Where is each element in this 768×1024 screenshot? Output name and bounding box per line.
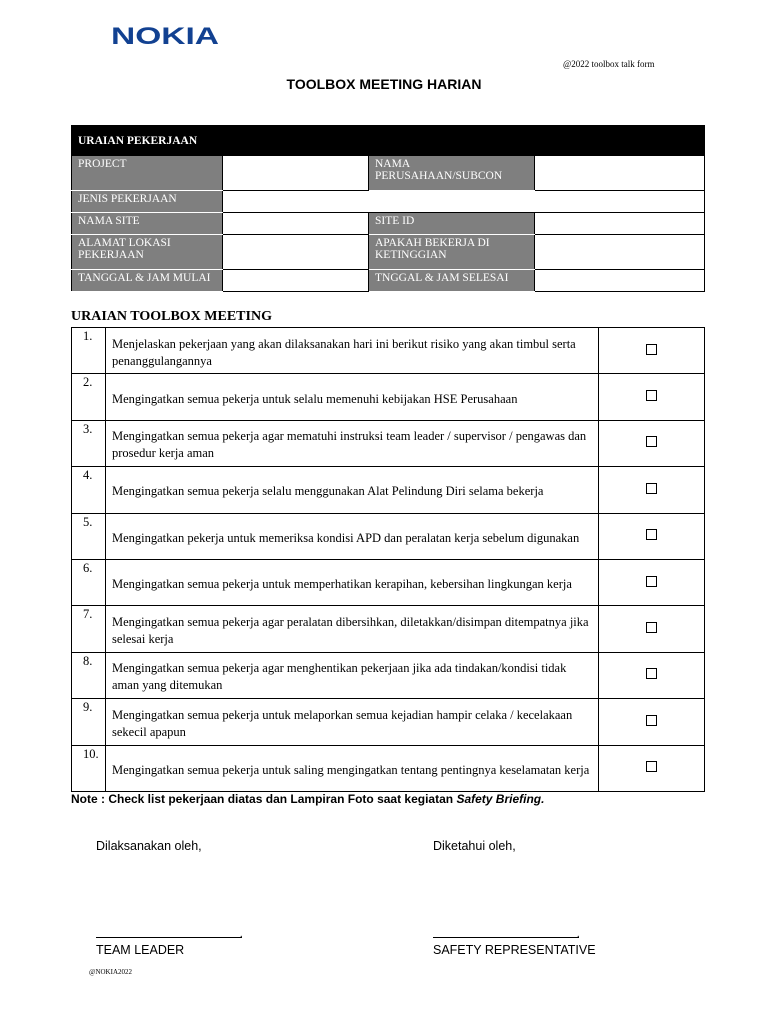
checklist-row bbox=[72, 559, 705, 605]
checklist-table bbox=[71, 327, 705, 792]
work-info-table bbox=[71, 125, 705, 292]
item-number: 10. bbox=[72, 745, 106, 791]
checkbox[interactable] bbox=[646, 344, 657, 355]
signature-dot: . bbox=[240, 929, 243, 940]
location-label: ALAMAT LOKASI PEKERJAAN bbox=[72, 235, 223, 270]
end-time-label: TNGGAL & JAM SELESAI bbox=[369, 270, 535, 292]
start-time-field[interactable] bbox=[223, 270, 369, 292]
checkbox[interactable] bbox=[646, 668, 657, 679]
checklist-row bbox=[72, 467, 705, 513]
checklist-row bbox=[72, 513, 705, 559]
site-id-label: SITE ID bbox=[369, 213, 535, 235]
start-time-label: TANGGAL & JAM MULAI bbox=[72, 270, 223, 292]
note bbox=[71, 792, 544, 806]
checklist-row bbox=[72, 699, 705, 745]
checklist-row bbox=[72, 606, 705, 652]
end-time-field[interactable] bbox=[535, 270, 705, 292]
item-text: Menjelaskan pekerjaan yang akan dilaksanakan hari ini berikut risiko yang akan timbul serta penanggulangannya bbox=[106, 328, 599, 374]
checkbox[interactable] bbox=[646, 436, 657, 447]
checklist-row bbox=[72, 652, 705, 698]
item-text: Mengingatkan semua pekerja untuk selalu memenuhi kebijakan HSE Perusahaan bbox=[106, 374, 599, 420]
item-number: 2. bbox=[72, 374, 106, 420]
at-height-field[interactable] bbox=[535, 235, 705, 270]
acknowledged-by-label: Diketahui oleh, bbox=[433, 839, 516, 853]
note-text: Note : Check list pekerjaan diatas dan Lampiran Foto saat kegiatan bbox=[71, 792, 457, 806]
checklist-row bbox=[72, 745, 705, 791]
checkbox[interactable] bbox=[646, 483, 657, 494]
safety-rep-role: SAFETY REPRESENTATIVE bbox=[433, 943, 596, 957]
item-text: Mengingatkan semua pekerja untuk saling mengingatkan tentang pentingnya keselamatan kerja bbox=[106, 745, 599, 791]
note-emphasis: Safety Briefing. bbox=[456, 792, 545, 806]
safety-rep-signature-line bbox=[433, 937, 579, 938]
footer-tag: @NOKIA2022 bbox=[89, 968, 132, 976]
item-number: 9. bbox=[72, 699, 106, 745]
item-number: 3. bbox=[72, 420, 106, 466]
job-type-field[interactable] bbox=[223, 191, 705, 213]
company-label: NAMA PERUSAHAAN/SUBCON bbox=[369, 156, 535, 191]
checklist-row bbox=[72, 328, 705, 374]
executed-by-label: Dilaksanakan oleh, bbox=[96, 839, 202, 853]
item-text: Mengingatkan semua pekerja agar peralatan dibersihkan, diletakkan/disimpan ditempatnya jika selesai kerja bbox=[106, 606, 599, 652]
project-field[interactable] bbox=[223, 156, 369, 191]
checkbox[interactable] bbox=[646, 715, 657, 726]
checkbox[interactable] bbox=[646, 622, 657, 633]
checkbox[interactable] bbox=[646, 576, 657, 587]
item-text: Mengingatkan semua pekerja agar mematuhi instruksi team leader / supervisor / pengawas dan prosedur kerja aman bbox=[106, 420, 599, 466]
checklist-row bbox=[72, 374, 705, 420]
item-number: 7. bbox=[72, 606, 106, 652]
logo-text: NOKIA bbox=[111, 23, 219, 50]
form-tag: @2022 toolbox talk form bbox=[563, 59, 655, 69]
work-info-heading: URAIAN PEKERJAAN bbox=[72, 126, 705, 156]
site-id-field[interactable] bbox=[535, 213, 705, 235]
team-leader-role: TEAM LEADER bbox=[96, 943, 185, 957]
item-number: 1. bbox=[72, 328, 106, 374]
checklist-heading: URAIAN TOOLBOX MEETING bbox=[71, 309, 272, 324]
site-name-field[interactable] bbox=[223, 213, 369, 235]
item-number: 6. bbox=[72, 559, 106, 605]
signature-dot: . bbox=[577, 929, 580, 940]
checklist-row bbox=[72, 420, 705, 466]
job-type-label: JENIS PEKERJAAN bbox=[72, 191, 223, 213]
document-title: TOOLBOX MEETING HARIAN bbox=[286, 76, 482, 92]
project-label: PROJECT bbox=[72, 156, 223, 191]
item-text: Mengingatkan semua pekerja untuk melaporkan semua kejadian hampir celaka / kecelakaan sekecil apapun bbox=[106, 699, 599, 745]
location-field[interactable] bbox=[223, 235, 369, 270]
item-text: Mengingatkan semua pekerja agar menghentikan pekerjaan jika ada tindakan/kondisi tidak aman yang ditemukan bbox=[106, 652, 599, 698]
item-number: 5. bbox=[72, 513, 106, 559]
checkbox[interactable] bbox=[646, 390, 657, 401]
item-text: Mengingatkan semua pekerja untuk memperhatikan kerapihan, kebersihan lingkungan kerja bbox=[106, 559, 599, 605]
at-height-label: APAKAH BEKERJA DI KETINGGIAN bbox=[369, 235, 535, 270]
team-leader-signature-line bbox=[96, 937, 242, 938]
company-field[interactable] bbox=[535, 156, 705, 191]
checkbox[interactable] bbox=[646, 761, 657, 772]
item-number: 4. bbox=[72, 467, 106, 513]
item-number: 8. bbox=[72, 652, 106, 698]
checkbox[interactable] bbox=[646, 529, 657, 540]
item-text: Mengingatkan pekerja untuk memeriksa kondisi APD dan peralatan kerja sebelum digunakan bbox=[106, 513, 599, 559]
nokia-logo bbox=[111, 20, 221, 50]
site-name-label: NAMA SITE bbox=[72, 213, 223, 235]
item-text: Mengingatkan semua pekerja selalu menggunakan Alat Pelindung Diri selama bekerja bbox=[106, 467, 599, 513]
